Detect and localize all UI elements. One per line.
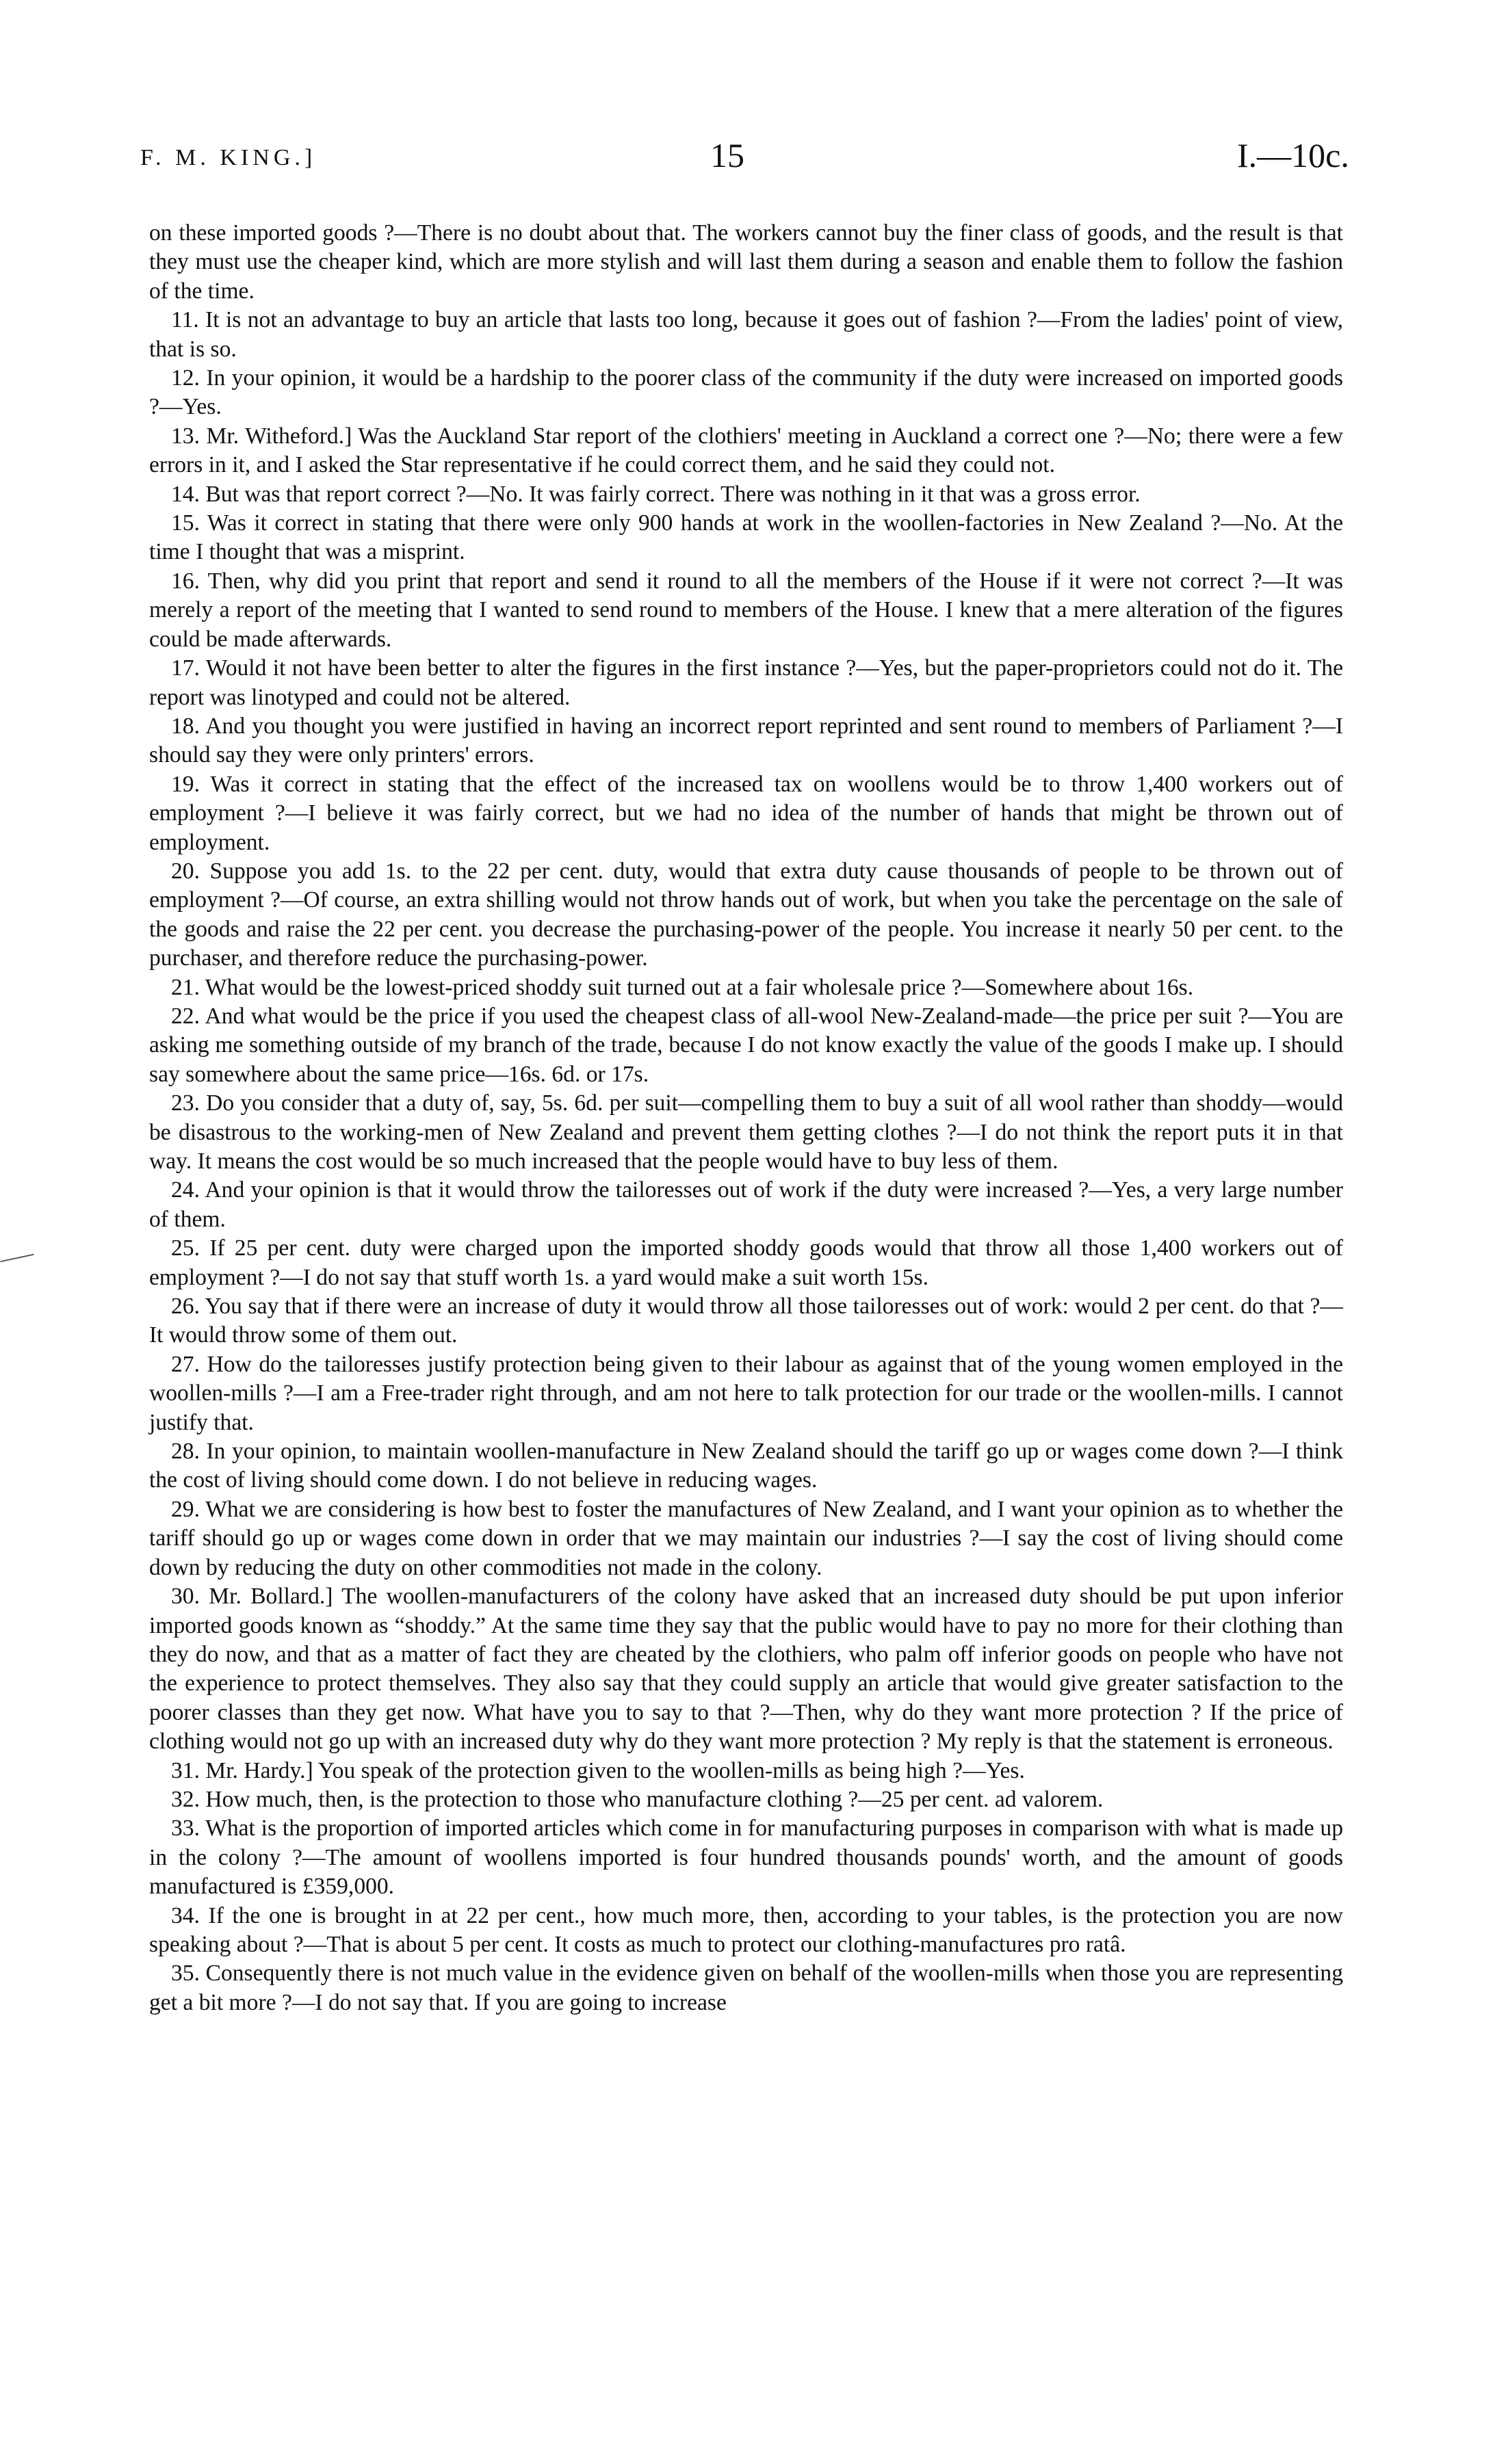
question-16: 16. Then, why did you print that report and send it round to all the members of the House if it were not correct ?—It was merely a report of the meeting that I wanted to send round to members of the House. I knew that a mere alteration of the figures could be made afterwards.: [149, 568, 1343, 652]
question-32: 32. How much, then, is the protection to those who manufacture clothing ?—25 per cent. ad valorem.: [171, 1786, 1104, 1812]
page-number: 15: [710, 136, 744, 174]
question-23: 23. Do you consider that a duty of, say, 5s. 6d. per suit—compelling them to buy a suit of all wool rather than shoddy—would be disastrous to the working-men of New Zealand and prevent them getting clothes ?—I do not think the report puts it in that way. It means the cost would be so much increased that the people would have to buy less of them.: [149, 1090, 1343, 1174]
question-33: 33. What is the proportion of imported articles which come in for manufacturing purposes in comparison with what is made up in the colony ?—The amount of woollens imported is four hundred thousands pounds' worth, and the amount of goods manufactured is £359,000.: [149, 1816, 1343, 1900]
testimony-body: [149, 219, 1343, 2017]
question-25: 25. If 25 per cent. duty were charged upon the imported shoddy goods would that throw all those 1,400 workers out of employment ?—I do not say that stuff worth 1s. a yard would make a suit worth 15s.: [149, 1235, 1343, 1290]
margin-pencil-mark: [0, 1254, 34, 1262]
running-head-witness: F. M. KING.]: [140, 145, 317, 170]
question-29: 29. What we are considering is how best to foster the manufactures of New Zealand, and I want your opinion as to whether the tariff should go up or wages come down in order that we may maintain our industries ?—I say the cost of living should come down by reducing the duty on other commodities not made in the colony.: [149, 1496, 1343, 1580]
question-15: 15. Was it correct in stating that there were only 900 hands at work in the woollen-factories in New Zealand ?—No. At the time I thought that was a misprint.: [149, 510, 1343, 565]
question-26: 26. You say that if there were an increase of duty it would throw all those tailoresses out of work: would 2 per cent. do that ?—It would throw some of them out.: [149, 1294, 1343, 1348]
question-27: 27. How do the tailoresses justify protection being given to their labour as against that of the young women employed in the woollen-mills ?—I am a Free-trader right through, and am not here to talk protection for our trade or the woollen-mills. I cannot justify that.: [149, 1351, 1343, 1435]
document-reference: I.—10c.: [1237, 136, 1349, 174]
question-34: 34. If the one is brought in at 22 per cent., how much more, then, according to your tables, is the protection you are now speaking about ?—That is about 5 per cent. It costs as much to protect our clothing-manufactures pro ratâ.: [149, 1902, 1343, 1957]
paragraph-continuation: on these imported goods ?—There is no doubt about that. The workers cannot buy the finer class of goods, and the result is that they must use the cheaper kind, which are more stylish and will last them during a season and enable them to follow the fashion of the time.: [149, 220, 1343, 304]
question-31: 31. Mr. Hardy.] You speak of the protection given to the woollen-mills as being high ?—Yes.: [171, 1757, 1025, 1783]
question-21: 21. What would be the lowest-priced shoddy suit turned out at a fair wholesale price ?—Somewhere about 16s.: [171, 974, 1194, 1000]
question-13: 13. Mr. Witheford.] Was the Auckland Star report of the clothiers' meeting in Auckland a correct one ?—No; there were a few errors in it, and I asked the Star representative if he could correct them, and he said they could not.: [149, 423, 1343, 478]
question-14: 14. But was that report correct ?—No. It was fairly correct. There was nothing in it that was a gross error.: [171, 481, 1141, 507]
question-11: 11. It is not an advantage to buy an article that lasts too long, because it goes out of fashion ?—From the ladies' point of view, that is so.: [149, 307, 1343, 362]
question-35: 35. Consequently there is not much value in the evidence given on behalf of the woollen-mills when those you are representing get a bit more ?—I do not say that. If you are going to increase: [149, 1961, 1343, 2015]
question-19: 19. Was it correct in stating that the effect of the increased tax on woollens would be to throw 1,400 workers out of employment ?—I believe it was fairly correct, but we had no idea of the number of hands that might be thrown out of employment.: [149, 771, 1343, 855]
question-22: 22. And what would be the price if you used the cheapest class of all-wool New-Zealand-made—the price per suit ?—You are asking me something outside of my branch of the trade, because I do not know exactly the value of the goods I make up. I should say somewhere about the same price—16s. 6d. or 17s.: [149, 1003, 1343, 1087]
question-17: 17. Would it not have been better to alter the figures in the first instance ?—Yes, but the paper-proprietors could not do it. The report was linotyped and could not be altered.: [149, 655, 1343, 710]
question-20: 20. Suppose you add 1s. to the 22 per cent. duty, would that extra duty cause thousands of people to be thrown out of employment ?—Of course, an extra shilling would not throw hands out of work, but when you take the percentage on the sale of the goods and raise the 22 per cent. you decrease the purchasing-power of the people. You increase it nearly 50 per cent. to the purchaser, and therefore reduce the purchasing-power.: [149, 858, 1343, 971]
question-30: 30. Mr. Bollard.] The woollen-manufacturers of the colony have asked that an increased duty should be put upon inferior imported goods known as “shoddy.” At the same time they say that the public would have to pay no more for their clothing than they do now, and that as a matter of fact they are cheated by the clothiers, who palm off inferior goods on people who have not the experience to protect themselves. They also say that they could supply an article that would give greater satisfaction to the poorer classes than they get now. What have you to say to that ?—Then, why do they want more protection ? If the price of clothing would not go up with an increased duty why do they want more protection ? My reply is that the statement is erroneous.: [149, 1584, 1343, 1755]
question-12: 12. In your opinion, it would be a hardship to the poorer class of the community if the duty were increased on imported goods ?—Yes.: [149, 365, 1343, 420]
question-28: 28. In your opinion, to maintain woollen-manufacture in New Zealand should the tariff go up or wages come down ?—I think the cost of living should come down. I do not believe in reducing wages.: [149, 1439, 1343, 1493]
question-18: 18. And you thought you were justified in having an incorrect report reprinted and sent round to members of Parliament ?—I should say they were only printers' errors.: [149, 713, 1343, 768]
question-24: 24. And your opinion is that it would throw the tailoresses out of work if the duty were increased ?—Yes, a very large number of them.: [149, 1177, 1343, 1232]
